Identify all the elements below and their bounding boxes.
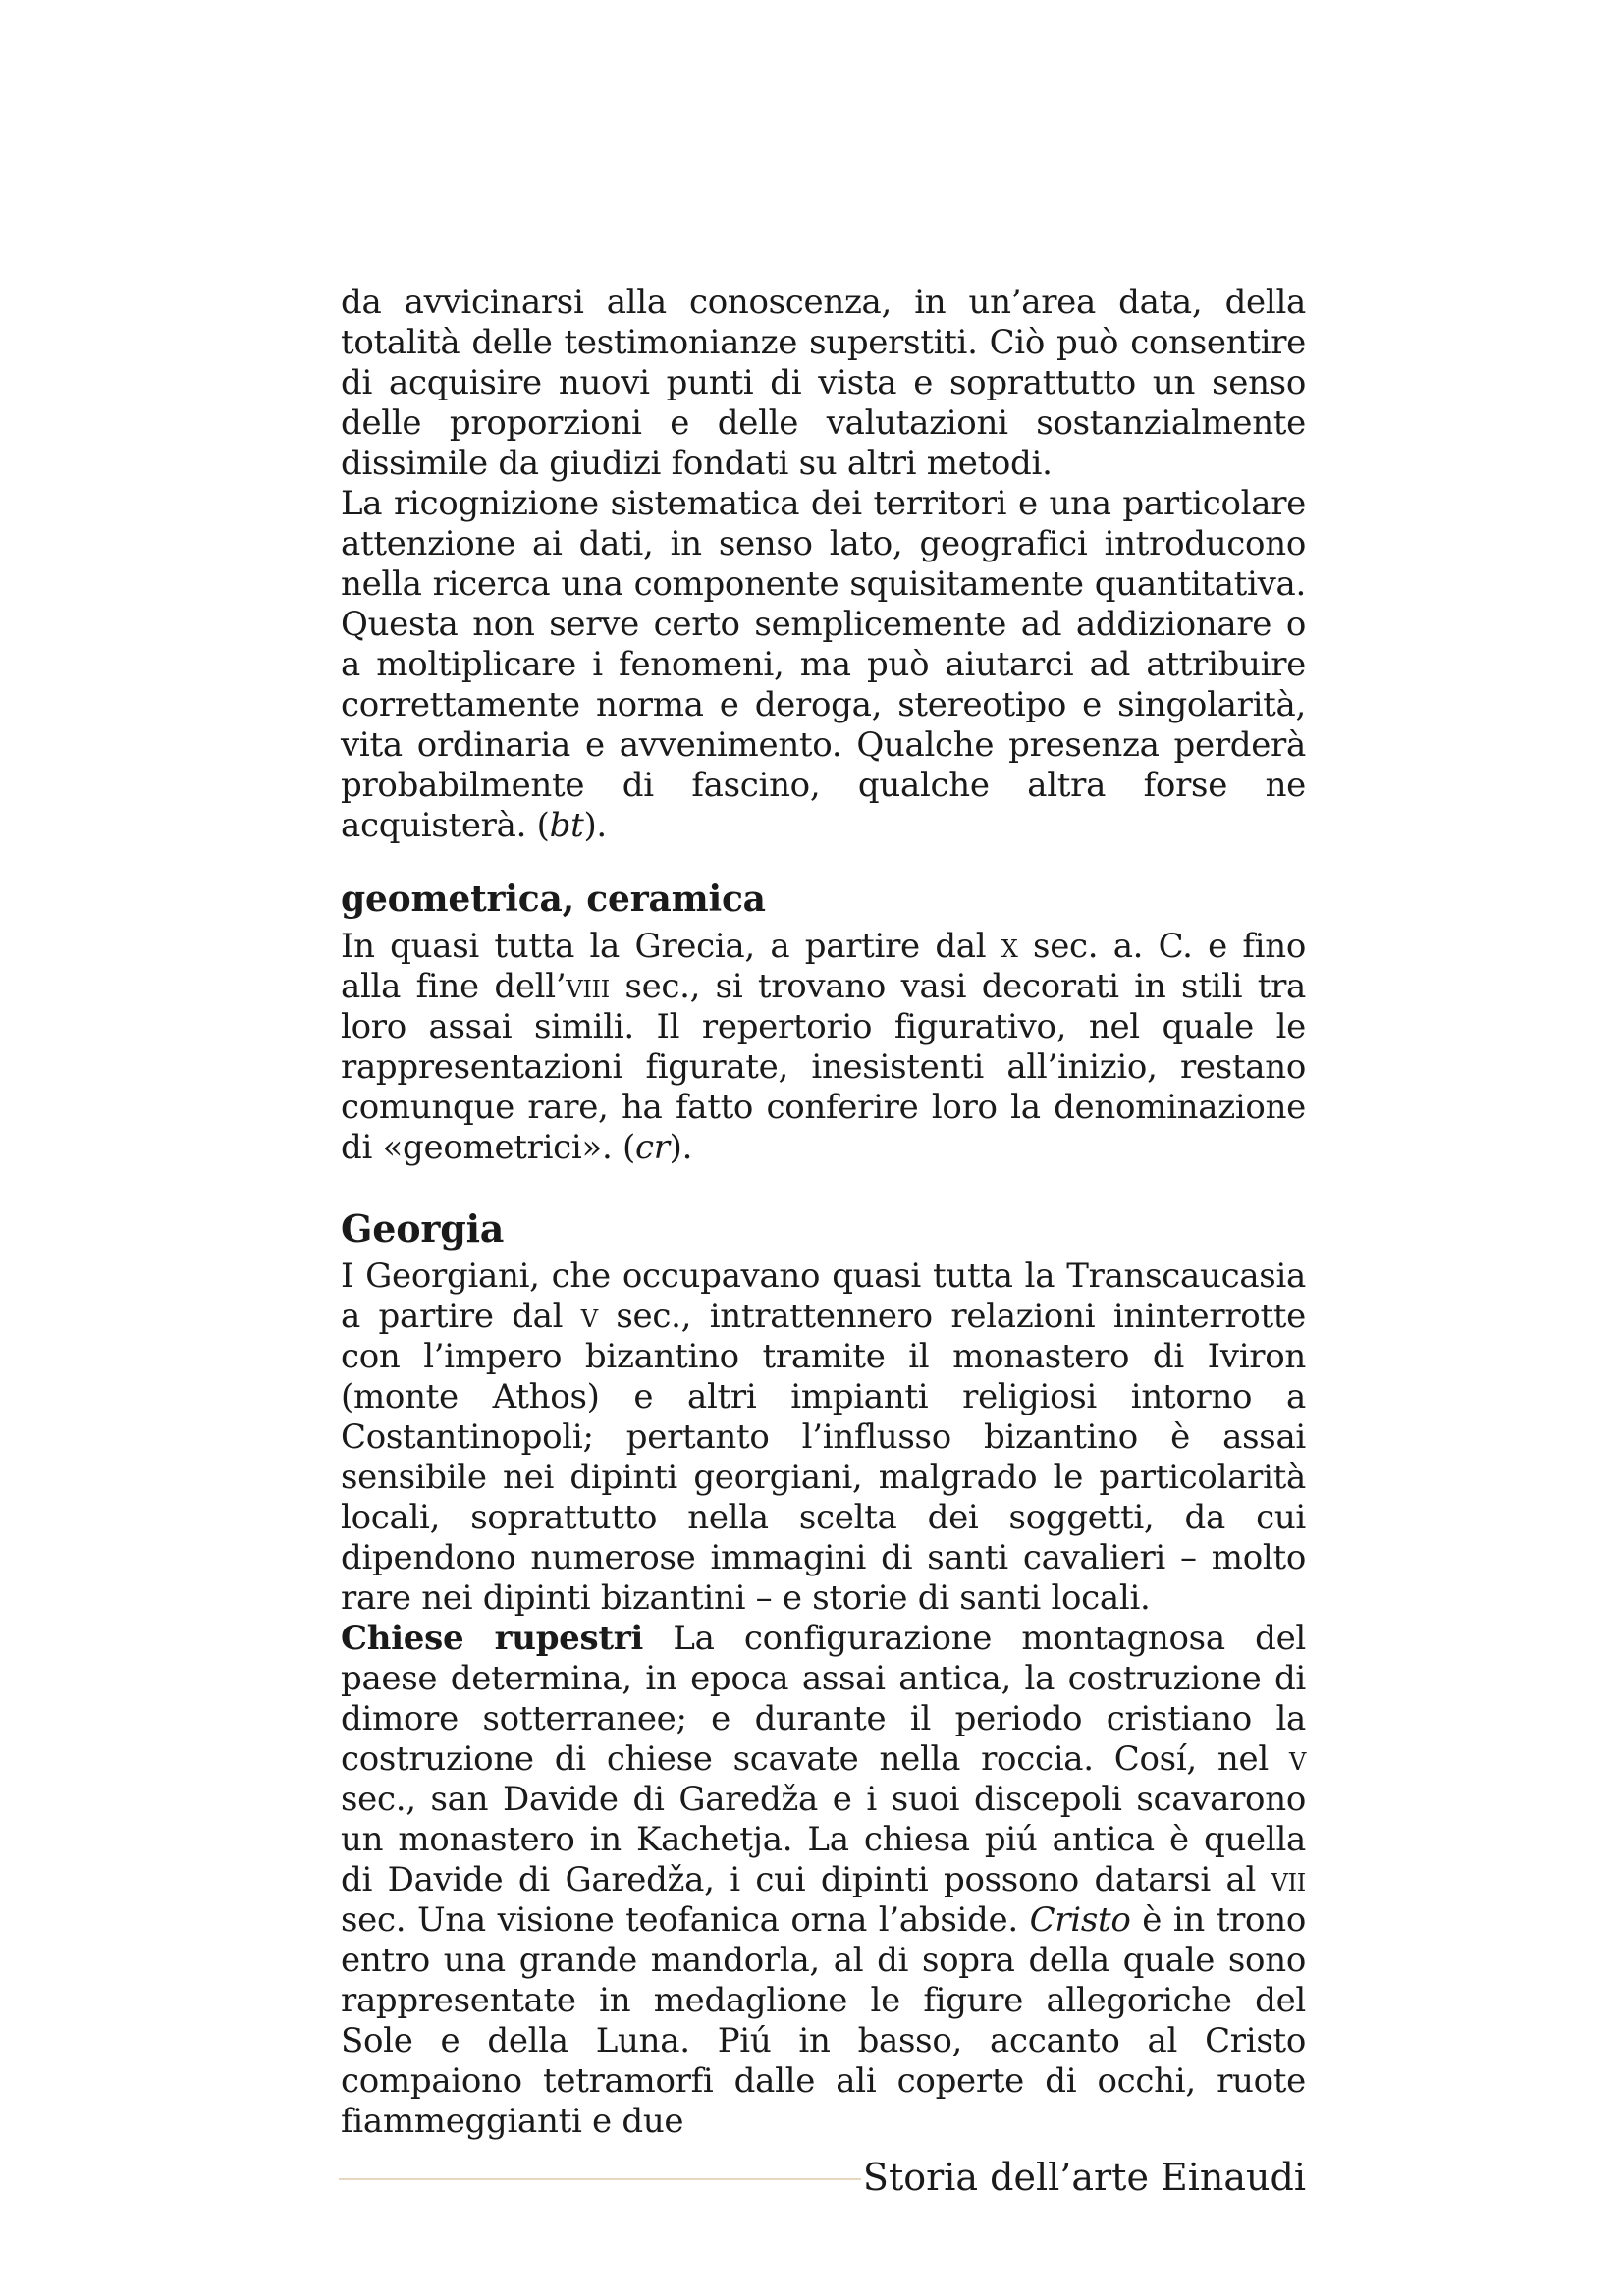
subsection-title: Chiese rupestri xyxy=(341,1619,643,1658)
entry-body-georgia: I Georgiani, che occupavano quasi tutta la Transcaucasia a partire dal v sec., intrattennero relazioni ininterrotte con l’impero bizantino tramite il monastero di Iviron (monte Athos) e altri impianti religiosi intorno a Costantinopoli; pertanto l’influsso bizantino è assai sensibile nei dipinti georgiani, malgrado le particolarità locali, soprattutto nella scelta dei soggetti, da cui dipendono numerose immagini di santi cavalieri – molto rare nei dipinti bizantini – e storie di santi locali. xyxy=(341,1256,1306,1618)
entry-title-georgia: Georgia xyxy=(341,1206,505,1251)
intro-paragraph-1: da avvicinarsi alla conoscenza, in un’area data, della totalità delle testimonianze superstiti. Ciò può consentire di acquisire nuovi punti di vista e soprattutto un senso delle proporzioni e delle valutazioni sostanzialmente dissimile da giudizi fondati su altri metodi. xyxy=(341,283,1306,483)
intro-paragraph-2: La ricognizione sistematica dei territori e una particolare attenzione ai dati, in senso lato, geografici introducono nella ricerca una componente squisitamente quantitativa. Questa non serve certo semplicemente ad addizionare o a moltiplicare i fenomeni, ma può aiutarci ad attribuire correttamente norma e deroga, stereotipo e singolarità, vita ordinaria e avvenimento. Qualche presenza perderà probabilmente di fascino, qualche altra forse ne acquisterà. (bt). xyxy=(341,484,1306,845)
page-footer xyxy=(339,2153,1306,2202)
entry-title-geometrica: geometrica, ceramica xyxy=(341,879,766,920)
entry-body-geometrica: In quasi tutta la Grecia, a partire dal x sec. a. C. e fino alla fine dell’viii sec., si trovano vasi decorati in stili tra loro assai simili. Il repertorio figurativo, nel quale le rappresentazioni figurate, inesistenti all’inizio, restano comunque rare, ha fatto conferire loro la denominazione di «geometrici». (cr). xyxy=(341,927,1306,1167)
author-initials: cr xyxy=(634,1128,670,1167)
footer-rule xyxy=(339,2178,861,2180)
page-body xyxy=(341,283,1306,2142)
author-initials: bt xyxy=(549,806,584,845)
entry-subsection-chiese-rupestri: Chiese rupestri La configurazione montagnosa del paese determina, in epoca assai antica, la costruzione di dimore sotterranee; e durante il periodo cristiano la costruzione di chiese scavate nella roccia. Cosí, nel v sec., san Davide di Garedža e i suoi discepoli scavarono un monastero in Kachetja. La chiesa piú antica è quella di Davide di Garedža, i cui dipinti possono datarsi al vii sec. Una visione teofanica orna l’abside. Cristo è in trono entro una grande mandorla, al di sopra della quale sono rappresentate in medaglione le figure allegoriche del Sole e della Luna. Piú in basso, accanto al Cristo compaiono tetramorfi dalle ali coperte di occhi, ruote fiammeggianti e due xyxy=(341,1619,1306,2141)
footer-publisher-title: Storia dell’arte Einaudi xyxy=(862,2156,1306,2199)
